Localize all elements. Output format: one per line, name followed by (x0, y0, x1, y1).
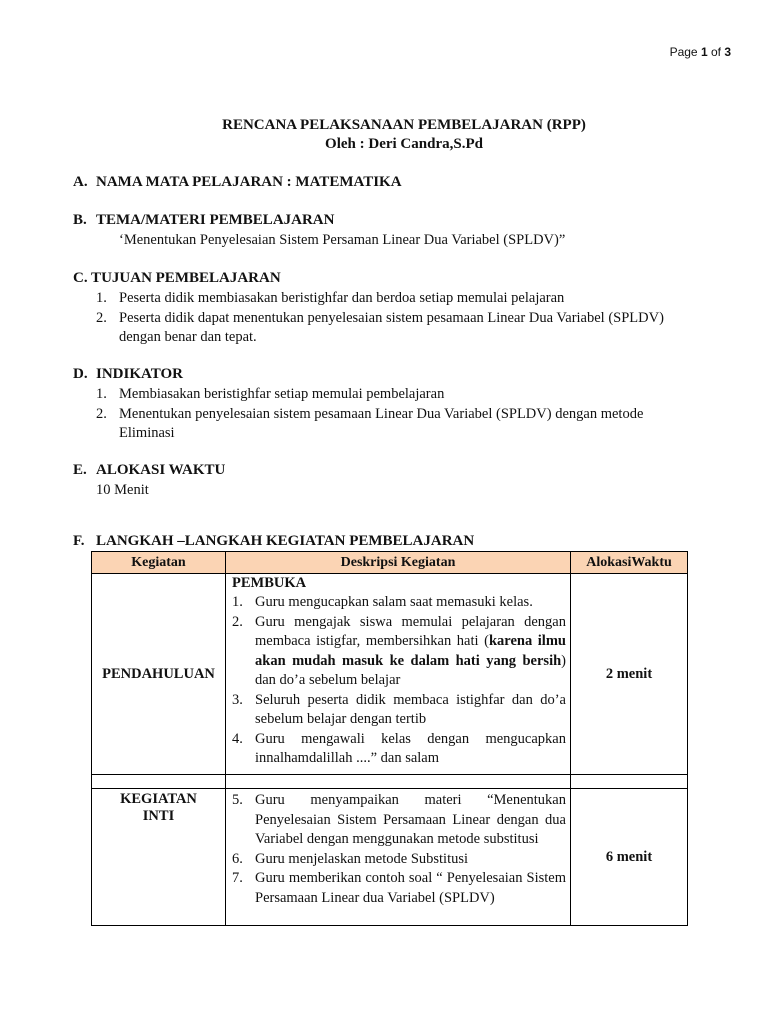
section-e-heading: E. ALOKASI WAKTU (73, 462, 226, 478)
section-c-list (96, 289, 719, 348)
description-title: PEMBUKA (232, 575, 307, 591)
list-item: 2. Menentukan penyelesaian sistem pesamaan Linear Dua Variabel (SPLDV) dengan metode (96, 405, 644, 422)
section-b-heading: B. TEMA/MATERI PEMBELAJARAN (73, 212, 335, 228)
step-item: 7. Guru memberikan contoh soal “ Penyelesaian Sistem Persamaan Linear dua Variabel (SPLDV) (232, 870, 566, 906)
document-title: RENCANA PELAKSANAAN PEMBELAJARAN (RPP) (222, 117, 586, 133)
description-cell (226, 574, 571, 775)
time-cell: 6 menit (571, 789, 688, 926)
header-alokasi: AlokasiWaktu (571, 552, 688, 574)
step-item: 5. Guru menyampaikan materi “Menentukan Penyelesaian Sistem Persamaan Linear dengan dua Variabel dengan menggunakan metode substitusi (232, 792, 566, 847)
section-a-heading: A. NAMA MATA PELAJARAN : MATEMATIKA (73, 174, 402, 190)
phase-cell: KEGIATAN INTI (92, 789, 226, 926)
section-e-text: 10 Menit (96, 482, 149, 498)
section-b-text: ‘Menentukan Penyelesaian Sistem Persaman Linear Dua Variabel (SPLDV)” (119, 232, 566, 248)
activities-table (91, 551, 688, 926)
header-kegiatan: Kegiatan (92, 552, 226, 574)
table-row (92, 789, 688, 926)
table-row (92, 574, 688, 775)
time-cell: 2 menit (571, 574, 688, 775)
table-header-row (92, 552, 688, 574)
section-c-heading: C. TUJUAN PEMBELAJARAN (73, 270, 281, 286)
step-item: 1. Guru mengucapkan salam saat memasuki kelas. (232, 594, 533, 610)
list-item: 1. Peserta didik membiasakan beristighfar dan berdoa setiap memulai pelajaran (96, 290, 565, 306)
list-item: 1. Membiasakan beristighfar setiap memulai pembelajaran (96, 386, 445, 402)
document-author: Oleh : Deri Candra,S.Pd (325, 136, 483, 152)
page-number: Page 1 of 3 (669, 45, 731, 59)
step-item: 3. Seluruh peserta didik membaca istighfar dan do’a sebelum belajar dengan tertib (232, 691, 566, 727)
section-d-list (96, 385, 719, 444)
phase-cell: PENDAHULUAN (92, 574, 226, 775)
description-cell (226, 789, 571, 926)
table-spacer-row (92, 775, 688, 789)
list-item-continuation: Eliminasi (119, 425, 175, 441)
section-f-heading: F. LANGKAH –LANGKAH KEGIATAN PEMBELAJARAN (73, 533, 475, 549)
list-item-continuation: dengan benar dan tepat. (119, 329, 257, 345)
list-item: 2. Peserta didik dapat menentukan penyelesaian sistem pesamaan Linear Dua Variabel (SPLDV) (96, 309, 664, 326)
step-item: 6. Guru menjelaskan metode Substitusi (232, 850, 469, 867)
step-item: 4. Guru mengawali kelas dengan mengucapkan innalhamdalillah ....” dan salam (232, 730, 566, 766)
header-deskripsi: Deskripsi Kegiatan (226, 552, 571, 574)
section-d-heading: D. INDIKATOR (73, 366, 183, 382)
step-item: 2. Guru mengajak siswa memulai pelajaran dengan membaca istigfar, membersihkan hati (karena ilmu akan mudah masuk ke dalam hati yang bersih) dan do’a sebelum belajar (232, 613, 566, 688)
